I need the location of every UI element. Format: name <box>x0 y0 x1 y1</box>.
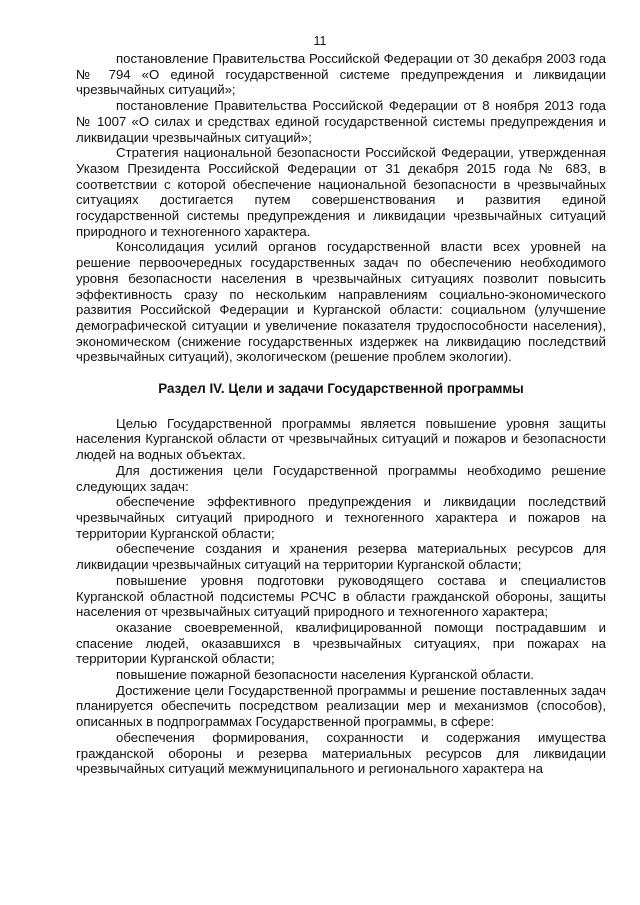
paragraph: Консолидация усилий органов государственной власти всех уровней на решение первоочередных государственных задач по обеспечению необходимого уровня безопасности населения в чрезвычайных ситуациях позволит повысить эффективность сразу по нескольким направлениям социально-экономического развития Российской Федерации и Курганской области: социальном (улучшение демографической ситуации и увеличение показателя трудоспособности населения), экономическом (снижение государственных издержек на ликвидацию последствий чрезвычайных ситуаций), экологическом (решение проблем экологии). <box>76 239 606 365</box>
paragraph: Целью Государственной программы является повышение уровня защиты населения Курганской области от чрезвычайных ситуаций и пожаров и безопасности людей на водных объектах. <box>76 415 606 463</box>
paragraph: обеспечения формирования, сохранности и содержания имущества гражданской обороны и резерва материальных ресурсов для ликвидации чрезвычайных ситуаций межмуниципального и регионального характера на <box>76 729 606 777</box>
paragraph: Достижение цели Государственной программы и решение поставленных задач планируется обеспечить посредством реализации мер и механизмов (способов), описанных в подпрограммах Государственной программы, в сфере: <box>76 682 606 730</box>
paragraph: постановление Правительства Российской Федерации от 30 декабря 2003 года № 794 «О единой государственной системе предупреждения и ликвидации чрезвычайных ситуаций»; <box>76 51 606 98</box>
paragraph: повышение пожарной безопасности населения Курганской области. <box>116 667 535 683</box>
section-heading: Раздел IV. Цели и задачи Государственной программы <box>158 381 524 397</box>
paragraph: повышение уровня подготовки руководящего состава и специалистов Курганской областной подсистемы РСЧС в области гражданской обороны, защиты населения от чрезвычайных ситуаций природного и техногенного характера; <box>76 572 606 620</box>
paragraph: оказание своевременной, квалифицированной помощи пострадавшим и спасение людей, оказавшихся в чрезвычайных ситуациях, при пожарах на территории Курганской области; <box>76 619 606 667</box>
page-number: 11 <box>313 34 327 48</box>
paragraph: Стратегия национальной безопасности Российской Федерации, утвержденная Указом Президента Российской Федерации от 31 декабря 2015 года № 683, в соответствии с которой обеспечение национальной безопасности в чрезвычайных ситуациях достигается путем совершенствования и развития единой государственной системы предупреждения и ликвидации чрезвычайных ситуаций природного и техногенного характера. <box>76 145 606 239</box>
paragraph: постановление Правительства Российской Федерации от 8 ноября 2013 года № 1007 «О силах и средствах единой государственной системы предупреждения и ликвидации чрезвычайных ситуаций»; <box>76 98 606 145</box>
document-body <box>76 51 606 777</box>
paragraph: обеспечение эффективного предупреждения и ликвидации последствий чрезвычайных ситуаций природного и техногенного характера и пожаров на территории Курганской области; <box>76 494 606 541</box>
paragraph: Для достижения цели Государственной программы необходимо решение следующих задач: <box>76 462 606 494</box>
paragraph: обеспечение создания и хранения резерва материальных ресурсов для ликвидации чрезвычайных ситуаций на территории Курганской области; <box>76 541 606 573</box>
